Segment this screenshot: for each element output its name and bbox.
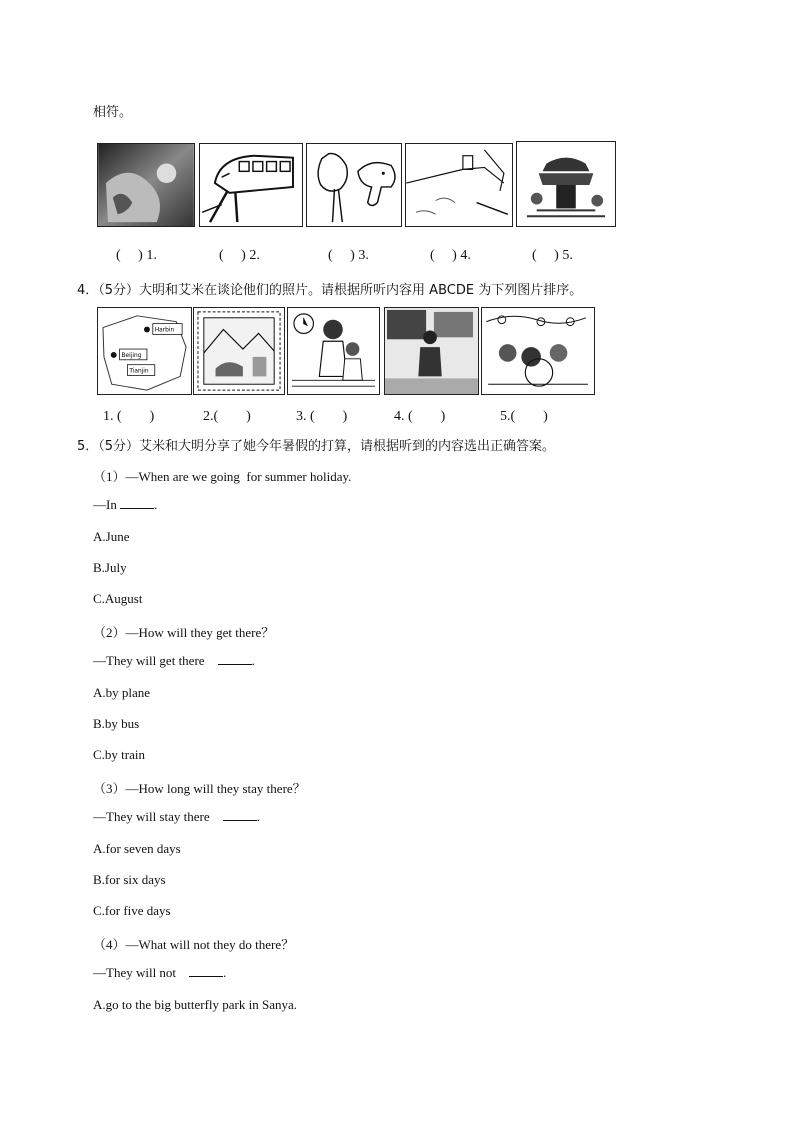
train-icon — [200, 144, 302, 226]
q4-heading: 4．（5分）大明和艾米在谈论他们的照片。请根据所听内容用 ABCDE 为下列图片排序。 — [77, 283, 583, 298]
q3-picture-5 — [516, 141, 616, 227]
q4-label-2: 2.( ) — [203, 409, 251, 424]
q5-1-option-c: C.August — [93, 591, 143, 606]
map-label-harbin: Harbin — [154, 327, 175, 334]
q3-picture-2 — [199, 143, 303, 227]
q4-label-5: 5.( ) — [500, 409, 548, 424]
q5-1-option-a: A.June — [93, 529, 130, 544]
q5-answer-line-2: —They will get there . — [93, 653, 255, 668]
q5-question-1: （1）—When are we going for summer holiday. — [93, 469, 352, 484]
q5-question-2: （2）—How will they get there？ — [93, 625, 275, 640]
q4-picture-2 — [193, 307, 285, 395]
q5-3-option-a: A.for seven days — [93, 841, 181, 856]
stamp-snow-scene-icon — [194, 308, 284, 394]
q5-3-option-c: C.for five days — [93, 903, 171, 918]
q3-tail-text: 相符。 — [93, 105, 133, 120]
great-wall-icon — [406, 144, 512, 226]
map-icon — [98, 308, 191, 394]
amusement-park-icon — [482, 308, 594, 394]
q5-2-option-c: C.by train — [93, 747, 145, 762]
q5-question-4: （4）—What will not they do there？ — [93, 937, 295, 952]
q4-picture-3 — [287, 307, 380, 395]
answer-blank[interactable] — [189, 966, 223, 977]
q5-heading: 5．（5分）艾米和大明分享了她今年暑假的打算，请根据听到的内容选出正确答案。 — [77, 439, 556, 454]
q5-1-option-b: B.July — [93, 560, 127, 575]
q4-label-1: 1. ( ) — [103, 409, 155, 424]
q5-answer-line-1: —In . — [93, 497, 158, 512]
q5-2-option-b: B.by bus — [93, 716, 140, 731]
q5-question-3: （3）—How long will they stay there？ — [93, 781, 306, 796]
q3-photo-landscape-icon — [98, 144, 194, 226]
q4-label-4: 4. ( ) — [394, 409, 446, 424]
map-label-beijing: Beijing — [121, 352, 142, 359]
answer-blank[interactable] — [223, 810, 257, 821]
street-person-icon — [385, 308, 478, 394]
q4-picture-4 — [384, 307, 479, 395]
q3-picture-3 — [306, 143, 402, 227]
q5-4-option-a: A.go to the big butterfly park in Sanya. — [93, 997, 297, 1012]
answer-blank[interactable] — [120, 498, 154, 509]
q3-label-4: ( ) 4. — [430, 248, 471, 263]
tower-icon — [517, 142, 615, 226]
map-label-tianjin: Tianjin — [129, 368, 149, 375]
q4-label-3: 3. ( ) — [296, 409, 348, 424]
q5-answer-line-4: —They will not . — [93, 965, 227, 980]
q3-label-3: ( ) 3. — [328, 248, 369, 263]
answer-blank[interactable] — [218, 654, 252, 665]
q4-picture-5 — [481, 307, 595, 395]
q3-label-2: ( ) 2. — [219, 248, 260, 263]
q3-picture-1 — [97, 143, 195, 227]
q5-3-option-b: B.for six days — [93, 872, 166, 887]
family-clock-icon — [288, 308, 379, 394]
q3-label-5: ( ) 5. — [532, 248, 573, 263]
q3-picture-4 — [405, 143, 513, 227]
tree-elephant-icon — [307, 144, 401, 226]
q4-picture-1 — [97, 307, 192, 395]
q3-label-1: ( ) 1. — [116, 248, 157, 263]
q5-2-option-a: A.by plane — [93, 685, 151, 700]
q5-answer-line-3: —They will stay there . — [93, 809, 260, 824]
